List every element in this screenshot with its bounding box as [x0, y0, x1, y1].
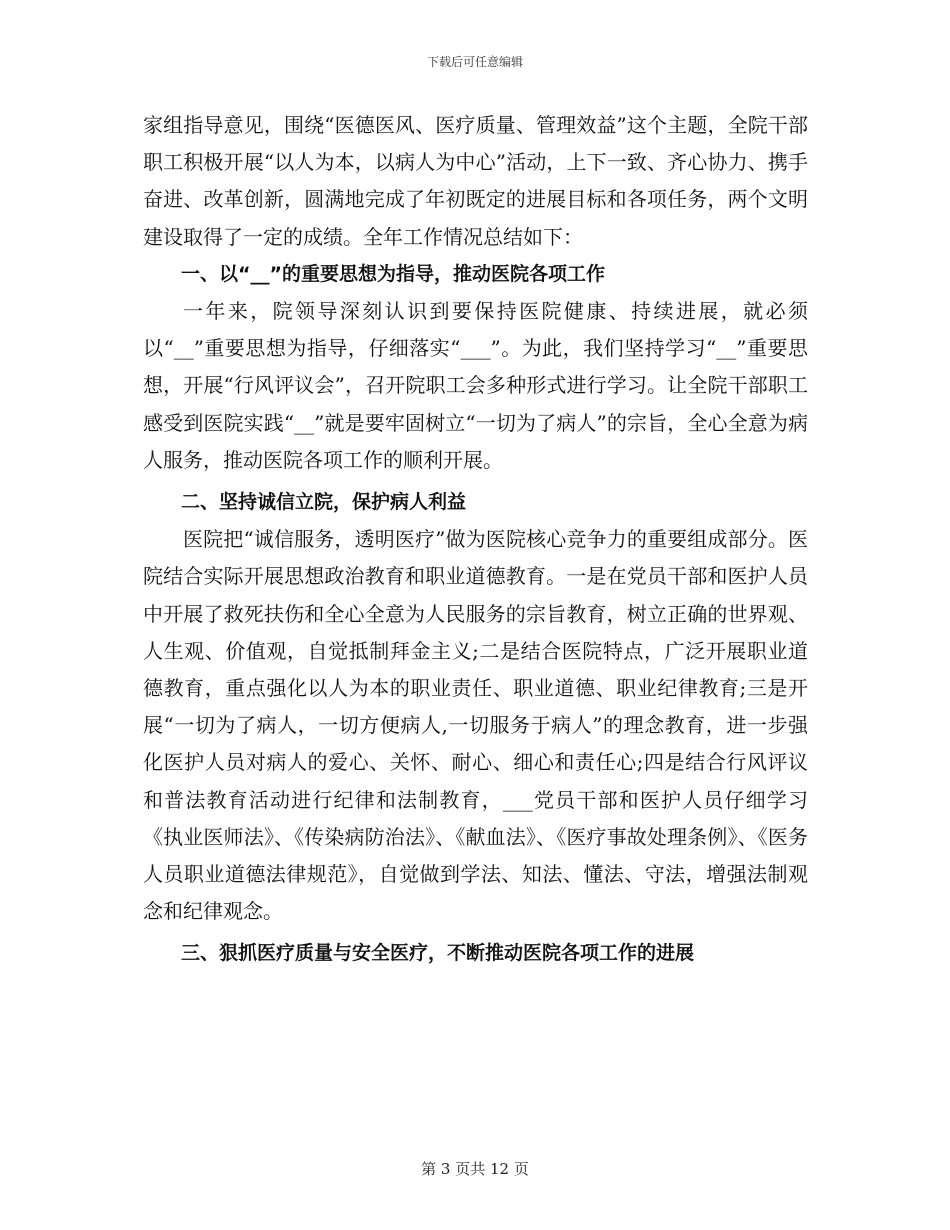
section-1-heading: 一、以“__”的重要思想为指导，推动医院各项工作 [181, 262, 605, 285]
section-2-heading: 二、坚持诚信立院，保护病人利益 [181, 491, 467, 514]
intro-paragraph: 家组指导意见，围绕“医德医风、医疗质量、管理效益”这个主题，全院干部职工积极开展“以人为本，以病人为中心”活动，上下一致、齐心协力、携手奋进、改革创新，圆满地完成了年初既定的进展目标和各项任务，两个文明建设取得了一定的成绩。全年工作情况总结如下： [143, 113, 808, 249]
document-body [143, 107, 808, 973]
section-3-heading: 三、狠抓医疗质量与安全医疗，不断推动医院各项工作的进展 [181, 942, 695, 965]
page-number: 第 3 页共 12 页 [421, 1160, 529, 1178]
header-note: 下载后可任意编辑 [426, 55, 523, 69]
section-2-paragraph: 医院把“诚信服务，透明医疗”做为医院核心竞争力的重要组成部分。医院结合实际开展思想政治教育和职业道德教育。一是在党员干部和医护人员中开展了救死扶伤和全心全意为人民服务的宗旨教育，树立正确的世界观、人生观、价值观，自觉抵制拜金主义;二是结合医院特点，广泛开展职业道德教育，重点强化以人为本的职业责任、职业道德、职业纪律教育;三是开展“一切为了病人，一切方便病人,一切服务于病人”的理念教育，进一步强化医护人员对病人的爱心、关怀、耐心、细心和责任心;四是结合行风评议和普法教育活动进行纪律和法制教育，___党员干部和医护人员仔细学习《执业医师法》、《传染病防治法》、《献血法》、《医疗事故处理条例》、《医务人员职业道德法律规范》，自觉做到学法、知法、懂法、守法，增强法制观念和纪律观念。 [143, 527, 808, 924]
section-1-paragraph: 一年来，院领导深刻认识到要保持医院健康、持续进展，就必须以“__”重要思想为指导，仔细落实“___”。为此，我们坚持学习“__”重要思想，开展“行风评议会”，召开院职工会多种形式进行学习。让全院干部职工感受到医院实践“__”就是要牢固树立“一切为了病人”的宗旨，全心全意为病人服务，推动医院各项工作的顺利开展。 [143, 299, 808, 472]
